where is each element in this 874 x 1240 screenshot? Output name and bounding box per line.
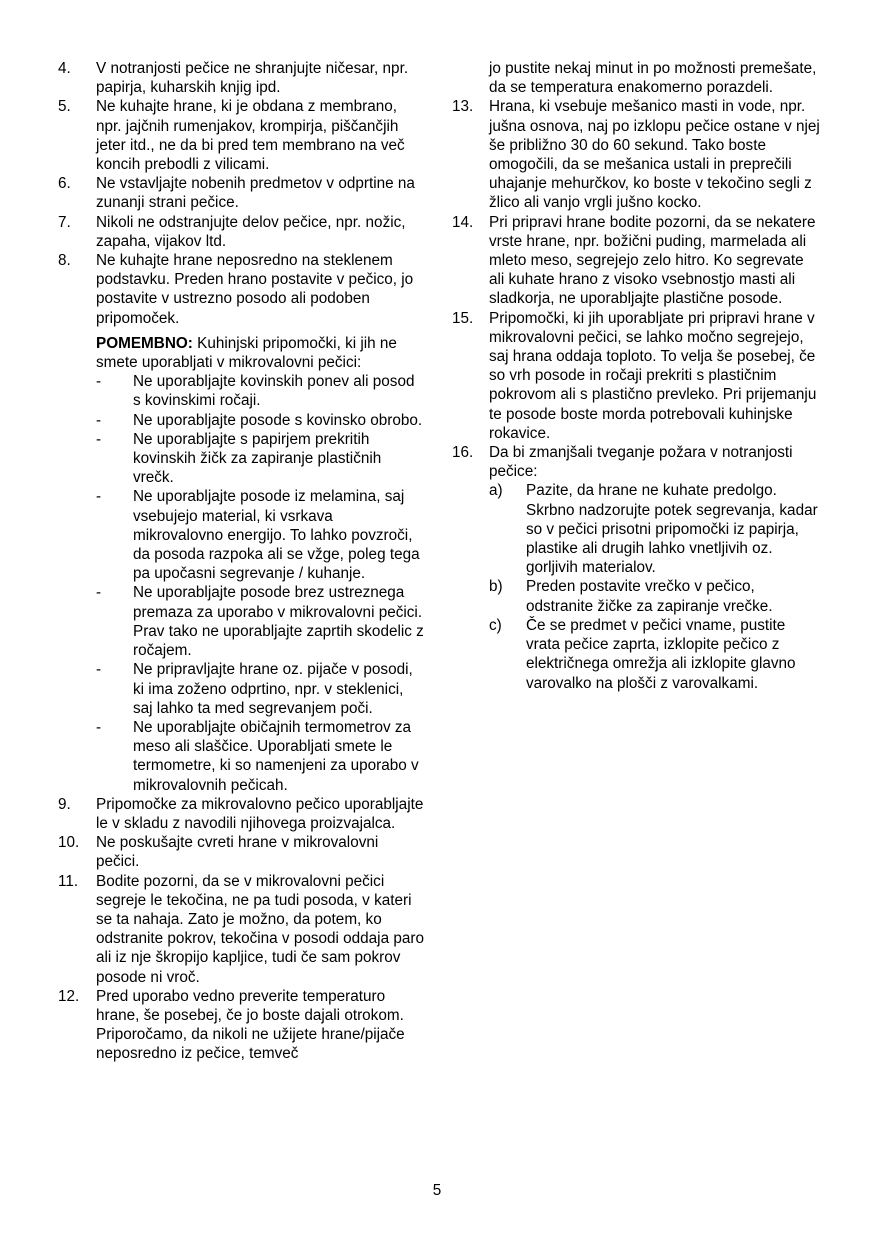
sub-item-a bbox=[452, 481, 822, 577]
item-number: 14. bbox=[452, 213, 474, 231]
dash-marker: - bbox=[96, 718, 102, 736]
bullet-item bbox=[58, 718, 424, 795]
bullet-item bbox=[58, 411, 424, 430]
item-number: 9. bbox=[58, 795, 71, 813]
letter-marker: b) bbox=[489, 578, 503, 596]
bullet-text: Ne uporabljajte s papirjem prekritih kovinskih žičk za zapiranje plastičnih vrečk. bbox=[133, 430, 382, 487]
list-item-8 bbox=[58, 251, 424, 328]
item-number: 15. bbox=[452, 309, 474, 327]
bullet-text: Ne uporabljajte posode s kovinsko obrobo. bbox=[133, 411, 423, 429]
item-number: 4. bbox=[58, 60, 71, 77]
item-number: 6. bbox=[58, 175, 71, 193]
item-text: jo pustite nekaj minut in po možnosti premešate, da se temperatura enakomerno porazdeli. bbox=[489, 60, 817, 97]
item-text: V notranjosti pečice ne shranjujte ničesar, npr. papirja, kuharskih knjig ipd. bbox=[96, 60, 409, 97]
important-note bbox=[58, 334, 424, 372]
sub-item-b bbox=[452, 577, 822, 615]
bullet-text: Ne uporabljajte posode iz melamina, saj vsebujejo material, ki vsrkava mikrovalovno energijo. To lahko povzroči, da posoda razpoka ali se vžge, poleg tega pa upočasni segrevanje / kuhanje. bbox=[133, 488, 420, 583]
list-item-9 bbox=[58, 795, 424, 833]
bullet-item bbox=[58, 430, 424, 488]
list-item-16 bbox=[452, 443, 822, 481]
item-text: Ne kuhajte hrane neposredno na steklenem podstavku. Preden hrano postavite v pečico, jo postavite v ustrezno posodo ali podoben pripomoček. bbox=[96, 252, 414, 327]
list-item-7 bbox=[58, 213, 424, 251]
list-item-12-continued bbox=[452, 59, 822, 97]
list-item-5 bbox=[58, 97, 424, 174]
item-number: 5. bbox=[58, 98, 71, 116]
list-item-6 bbox=[58, 174, 424, 212]
bullet-text: Ne uporabljajte običajnih termometrov za meso ali slaščice. Uporabljati smete le termometre, ki so namenjeni za uporabo v mikrovalovnih pečicah. bbox=[133, 718, 419, 794]
item-number: 12. bbox=[58, 987, 80, 1005]
dash-marker: - bbox=[96, 661, 102, 679]
page-number: 5 bbox=[432, 1182, 442, 1199]
item-text: Pred uporabo vedno preverite temperaturo hrane, še posebej, če jo boste dajali otrokom. Priporočamo, da nikoli ne užijete hrane/pijače neposredno iz pečice, temveč bbox=[96, 987, 405, 1063]
item-text: Nikoli ne odstranjujte delov pečice, npr. nožic, zapaha, vijakov ltd. bbox=[96, 213, 406, 250]
sub-item-text: Če se predmet v pečici vname, pustite vrata pečice zaprta, izklopite pečico z električnega omrežja ali izklopite glavno varovalko na plošči z varovalkami. bbox=[526, 616, 796, 692]
item-text: Pri pripravi hrane bodite pozorni, da se nekatere vrste hrane, npr. božični puding, marmelada ali mleto meso, segrejejo zelo hitro. Ko segrevate ali kuhate hrano z visoko vsebnostjo masti ali sladkorja, ne uporabljajte plastične posode. bbox=[489, 213, 816, 308]
dash-marker: - bbox=[96, 584, 102, 602]
list-item-15 bbox=[452, 309, 822, 443]
bullet-text: Ne uporabljajte posode brez ustreznega premaza za uporabo v mikrovalovni pečici. Prav tako ne uporabljajte zaprtih skodelic z ročajem. bbox=[133, 584, 424, 660]
item-text: Ne kuhajte hrane, ki je obdana z membrano, npr. jajčnih rumenjakov, krompirja, piščančjih jeter itd., ne da bi pred tem membrano na več koncih prebodli z vilicami. bbox=[96, 98, 405, 174]
item-number: 7. bbox=[58, 213, 71, 231]
bullet-item bbox=[58, 660, 424, 718]
left-column bbox=[58, 59, 424, 1064]
bullet-text: Ne pripravljajte hrane oz. pijače v posodi, ki ima zoženo odprtino, npr. v steklenici, saj lahko ta med segrevanjem poči. bbox=[133, 661, 413, 717]
item-number: 8. bbox=[58, 252, 71, 270]
letter-marker: c) bbox=[489, 616, 502, 634]
list-item-14 bbox=[452, 213, 822, 309]
sub-item-text: Pazite, da hrane ne kuhate predolgo. Skrbno nadzorujte potek segrevanja, kadar so v pečici prisotni pripomočki iz papirja, plastike ali drugih lahko vnetljivih oz. gorljivih materialov. bbox=[526, 482, 818, 577]
bullet-item bbox=[58, 487, 424, 583]
item-number: 16. bbox=[452, 444, 474, 462]
list-item-12 bbox=[58, 987, 424, 1064]
list-item-13 bbox=[452, 97, 822, 212]
item-text: Hrana, ki vsebuje mešanico masti in vode, npr. jušna osnova, naj po izklopu pečice ostane v njej še približno 30 do 60 sekund. Tako boste omogočili, da se mešanica ustali in preprečili uhajanje mehurčkov, ko boste v tekočino segli z žlico ali vanjo vrgli jušno kocko. bbox=[489, 98, 820, 212]
dash-marker: - bbox=[96, 411, 102, 429]
note-heading: POMEMBNO: bbox=[96, 334, 193, 352]
bullet-item bbox=[58, 583, 424, 660]
sub-item-text: Preden postavite vrečko v pečico, odstranite žičke za zapiranje vrečke. bbox=[526, 578, 773, 615]
bullet-item bbox=[58, 372, 424, 410]
sub-item-c bbox=[452, 616, 822, 693]
item-text: Bodite pozorni, da se v mikrovalovni pečici segreje le tekočina, ne pa tudi posoda, v kateri se ta nahaja. Zato je možno, da potem, ko odstranite pokrov, tekočina v posodi oddaja paro ali iz nje škropijo kapljice, tudi če sam pokrov posode ni vroč. bbox=[96, 872, 424, 986]
item-number: 10. bbox=[58, 834, 80, 852]
list-item-4 bbox=[58, 59, 424, 97]
item-text: Da bi zmanjšali tveganje požara v notranjosti pečice: bbox=[489, 444, 793, 481]
letter-marker: a) bbox=[489, 482, 503, 500]
note-text: Kuhinjski pripomočki, ki jih ne smete uporabljati v mikrovalovni pečici: bbox=[96, 334, 397, 372]
dash-marker: - bbox=[96, 488, 102, 506]
right-column bbox=[452, 59, 822, 693]
bullet-text: Ne uporabljajte kovinskih ponev ali posod s kovinskimi ročaji. bbox=[133, 373, 415, 410]
item-text: Pripomočke za mikrovalovno pečico uporabljajte le v skladu z navodili njihovega proizvajalca. bbox=[96, 795, 424, 832]
item-text: Ne vstavljajte nobenih predmetov v odprtine na zunanji strani pečice. bbox=[96, 175, 415, 212]
item-text: Pripomočki, ki jih uporabljate pri pripravi hrane v mikrovalovni pečici, se lahko močno segrejejo, saj hrana oddaja toploto. To velja še posebej, če so vrh posode in ročaji prekriti s plastičnim pokrovom ali s plastično prevleko. Pri prijemanju te posode boste morda potrebovali kuhinjske rokavice. bbox=[489, 309, 817, 442]
item-number: 13. bbox=[452, 98, 474, 116]
list-item-11 bbox=[58, 872, 424, 987]
item-number: 11. bbox=[58, 872, 79, 890]
list-item-10 bbox=[58, 833, 424, 871]
dash-marker: - bbox=[96, 373, 102, 391]
item-text: Ne poskušajte cvreti hrane v mikrovalovni pečici. bbox=[96, 834, 379, 871]
dash-marker: - bbox=[96, 430, 102, 448]
